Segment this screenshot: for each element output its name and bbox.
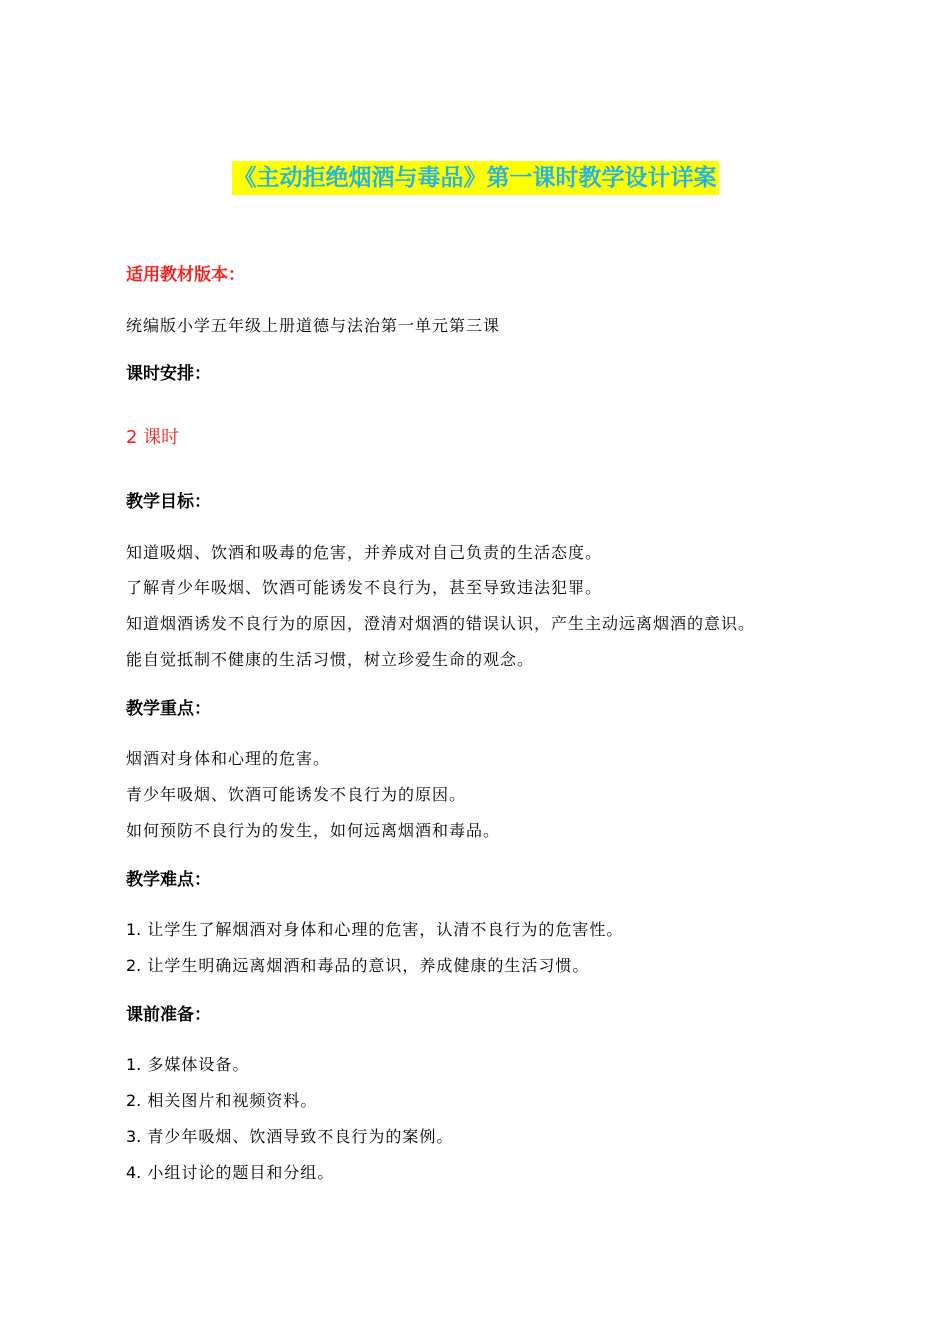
schedule-content: 2 课时 xyxy=(126,427,180,448)
key-point-item: 如何预防不良行为的发生，如何远离烟酒和毒品。 xyxy=(126,821,501,840)
schedule-heading: 课时安排： xyxy=(126,364,211,384)
difficulty-item xyxy=(126,953,589,976)
preparation-item xyxy=(126,1052,249,1075)
preparation-number: 3. xyxy=(126,1127,142,1146)
document-title: 《主动拒绝烟酒与毒品》第一课时教学设计详案 xyxy=(232,161,719,195)
preparation-item xyxy=(126,1088,317,1111)
preparation-number: 2. xyxy=(126,1091,142,1110)
difficulty-number: 1. xyxy=(126,920,142,939)
textbook-content: 统编版小学五年级上册道德与法治第一单元第三课 xyxy=(126,316,501,335)
objective-item: 知道吸烟、饮酒和吸毒的危害，并养成对自己负责的生活态度。 xyxy=(126,543,603,562)
title-container xyxy=(0,161,950,195)
preparation-item xyxy=(126,1124,453,1147)
preparation-text: 相关图片和视频资料。 xyxy=(147,1091,318,1110)
key-points-heading: 教学重点： xyxy=(126,699,211,719)
objective-item: 能自觉抵制不健康的生活习惯，树立珍爱生命的观念。 xyxy=(126,650,535,669)
difficulty-item xyxy=(126,917,623,940)
difficulty-text: 让学生了解烟酒对身体和心理的危害，认清不良行为的危害性。 xyxy=(147,920,624,939)
key-point-item: 烟酒对身体和心理的危害。 xyxy=(126,749,331,768)
preparation-number: 1. xyxy=(126,1055,142,1074)
objective-item: 了解青少年吸烟、饮酒可能诱发不良行为，甚至导致违法犯罪。 xyxy=(126,578,603,597)
preparation-text: 小组讨论的题目和分组。 xyxy=(147,1163,335,1182)
key-point-item: 青少年吸烟、饮酒可能诱发不良行为的原因。 xyxy=(126,785,467,804)
preparation-item xyxy=(126,1160,334,1183)
textbook-heading: 适用教材版本： xyxy=(126,265,245,285)
objectives-heading: 教学目标： xyxy=(126,492,211,512)
preparation-number: 4. xyxy=(126,1163,142,1182)
preparation-text: 青少年吸烟、饮酒导致不良行为的案例。 xyxy=(147,1127,454,1146)
objective-item: 知道烟酒诱发不良行为的原因，澄清对烟酒的错误认识，产生主动远离烟酒的意识。 xyxy=(126,614,756,633)
difficulty-number: 2. xyxy=(126,956,142,975)
difficulty-text: 让学生明确远离烟酒和毒品的意识，养成健康的生活习惯。 xyxy=(147,956,590,975)
preparation-text: 多媒体设备。 xyxy=(147,1055,250,1074)
difficulties-heading: 教学难点： xyxy=(126,870,211,890)
preparation-heading: 课前准备： xyxy=(126,1005,211,1025)
